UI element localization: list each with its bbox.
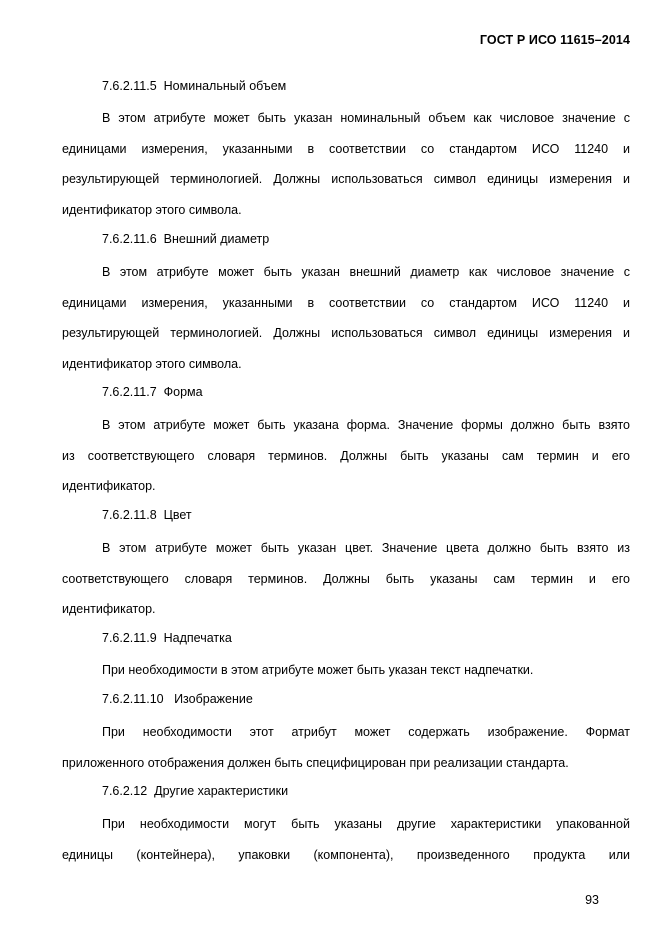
section-heading-shape: [102, 385, 203, 399]
text-line: идентификатор.: [62, 602, 156, 617]
document-header: ГОСТ Р ИСО 11615–2014: [479, 33, 630, 47]
section-number: 7.6.2.11.9: [102, 631, 157, 645]
section-heading-image: [102, 692, 253, 706]
text-line: из соответствующего словаря терминов. Должны быть указаны сам термин и его: [62, 448, 630, 463]
paragraph-nominal-volume: [62, 103, 630, 226]
section-number: 7.6.2.11.5: [102, 79, 157, 93]
section-title: Цвет: [163, 508, 192, 522]
section-title: Номинальный объем: [163, 79, 287, 93]
text-line: При необходимости могут быть указаны другие характеристики упакованной: [102, 817, 630, 831]
section-number: 7.6.2.11.10: [102, 692, 164, 706]
section-title: Внешний диаметр: [163, 232, 270, 246]
section-heading-other-characteristics: [102, 784, 288, 798]
section-heading-outer-diameter: [102, 232, 269, 246]
text-line: идентификатор.: [62, 479, 156, 494]
text-line: результирующей терминологией. Должны использоваться символ единицы измерения и: [62, 326, 630, 341]
section-title: Другие характеристики: [154, 784, 289, 798]
text-line: В этом атрибуте может быть указан внешний диаметр как числовое значение с: [102, 265, 630, 279]
text-line: В этом атрибуте может быть указан номинальный объем как числовое значение с: [102, 111, 630, 125]
paragraph-imprint: [62, 655, 630, 686]
section-heading-color: [102, 508, 192, 522]
section-title: Форма: [163, 385, 203, 399]
text-line: приложенного отображения должен быть специфицирован при реализации стандарта.: [62, 755, 569, 770]
paragraph-shape: [62, 410, 630, 502]
section-title: Надпечатка: [163, 631, 232, 645]
section-number: 7.6.2.12: [102, 784, 148, 798]
paragraph-image: [62, 717, 630, 778]
text-line: При необходимости в этом атрибуте может быть указан текст надпечатки.: [102, 663, 534, 677]
section-heading-imprint: [102, 631, 232, 645]
text-line: соответствующего словаря терминов. Должны быть указаны сам термин и его: [62, 571, 630, 586]
section-number: 7.6.2.11.7: [102, 385, 157, 399]
text-line: При необходимости этот атрибут может содержать изображение. Формат: [102, 725, 630, 739]
text-line: идентификатор этого символа.: [62, 203, 242, 218]
text-line: единицами измерения, указанными в соответствии со стандартом ИСО 11240 и: [62, 141, 630, 156]
text-line: идентификатор этого символа.: [62, 357, 242, 372]
text-line: единицами измерения, указанными в соответствии со стандартом ИСО 11240 и: [62, 295, 630, 310]
section-title: Изображение: [174, 692, 253, 706]
text-line: единицы (контейнера), упаковки (компонента), произведенного продукта или: [62, 847, 630, 862]
text-line: В этом атрибуте может быть указана форма. Значение формы должно быть взято: [102, 418, 630, 432]
paragraph-color: [62, 533, 630, 625]
text-line: В этом атрибуте может быть указан цвет. Значение цвета должно быть взято из: [102, 541, 630, 555]
section-heading-nominal-volume: [102, 79, 286, 93]
paragraph-other-characteristics: [62, 809, 630, 870]
section-number: 7.6.2.11.6: [102, 232, 157, 246]
section-number: 7.6.2.11.8: [102, 508, 157, 522]
text-line: результирующей терминологией. Должны использоваться символ единицы измерения и: [62, 172, 630, 187]
page-number: 93: [585, 893, 599, 907]
paragraph-outer-diameter: [62, 257, 630, 380]
